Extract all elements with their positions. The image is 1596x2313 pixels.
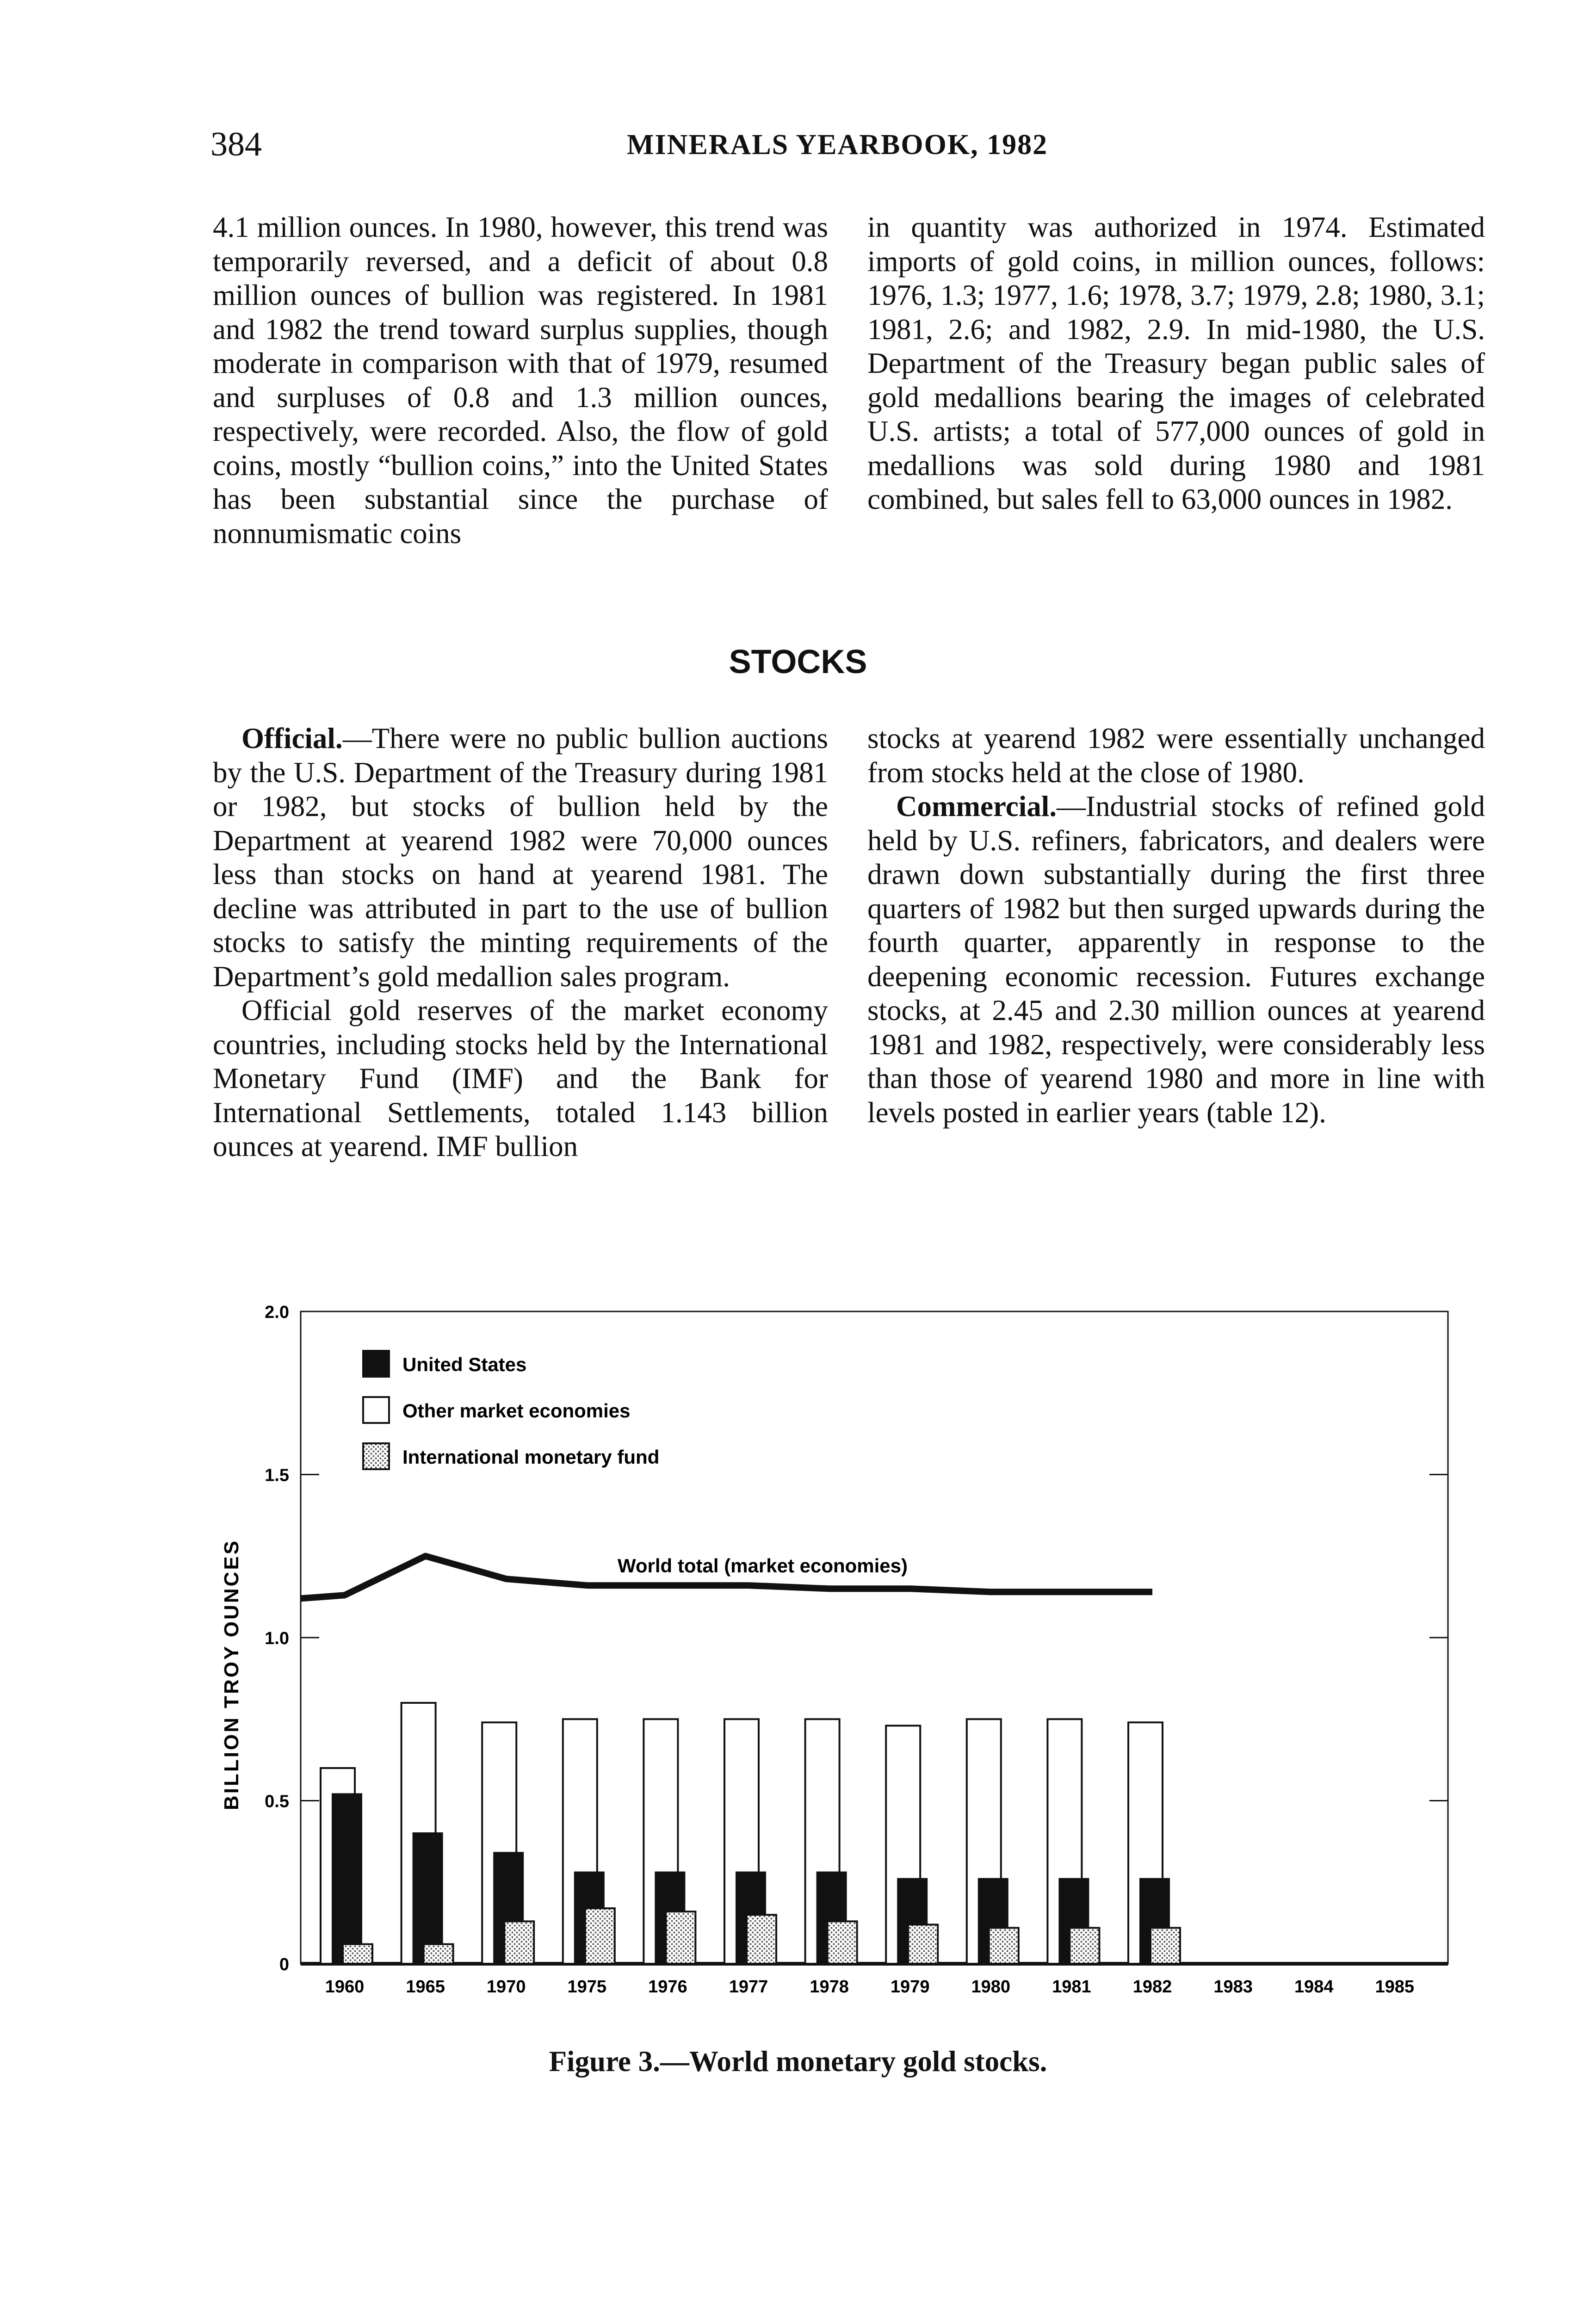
bar-white-1978 — [805, 1719, 840, 1964]
bar-white-1980 — [967, 1719, 1001, 1964]
legend-label: International monetary fund — [402, 1446, 660, 1468]
x-tick-label: 1977 — [729, 1977, 768, 1997]
x-tick-label: 1982 — [1132, 1977, 1172, 1997]
x-tick-label: 1960 — [325, 1977, 365, 1997]
legend-swatch-stipple — [363, 1443, 389, 1469]
x-tick-label: 1976 — [648, 1977, 687, 1997]
commercial-paragraph — [867, 790, 1485, 1130]
bar-stipple-1976 — [666, 1911, 695, 1964]
x-tick-label: 1980 — [971, 1977, 1011, 1997]
y-tick-label: 1.5 — [265, 1466, 289, 1485]
x-tick-label: 1975 — [567, 1977, 607, 1997]
figure-caption: Figure 3.—World monetary gold stocks. — [549, 2045, 1047, 2078]
bar-black-1980 — [979, 1879, 1008, 1964]
official-text: —There were no public bullion auctions by the U.S. Department of the Treasury during 1981 or 1982, but stocks of bullion held by the Department at yearend 1982 were 70,000 ounces less than stocks on hand at yearend 1981. The decline was attributed in part to the use of bullion stocks to satisfy the minting requirements of the Department’s gold medallion sales program. — [213, 722, 828, 993]
x-tick-label: 1970 — [486, 1977, 526, 1997]
top-left-column — [213, 210, 828, 550]
bar-black-1975 — [575, 1873, 604, 1964]
bar-black-1977 — [736, 1873, 765, 1964]
commercial-column — [867, 722, 1485, 1130]
legend-label: Other market economies — [402, 1400, 631, 1422]
bar-white-1979 — [886, 1725, 920, 1964]
y-tick-label: 2.0 — [265, 1303, 289, 1322]
bar-black-1970 — [494, 1853, 523, 1964]
bar-white-1982 — [1128, 1722, 1163, 1964]
bar-stipple-1975 — [585, 1908, 615, 1964]
page-header — [210, 125, 1395, 171]
bar-black-1982 — [1140, 1879, 1169, 1964]
world-total-label: World total (market economies) — [618, 1555, 908, 1577]
stocks-continuation: stocks at yearend 1982 were essentially unchanged from stocks held at the close of 1980. — [867, 722, 1485, 789]
bar-stipple-1965 — [424, 1944, 453, 1964]
bar-white-1960 — [321, 1768, 355, 1964]
y-tick-label: 0.5 — [265, 1792, 289, 1812]
legend-label: United States — [402, 1354, 527, 1375]
bar-stipple-1982 — [1151, 1928, 1180, 1964]
y-tick-label: 0 — [279, 1955, 289, 1974]
bar-stipple-1981 — [1070, 1928, 1099, 1964]
chart-axes — [220, 1303, 1448, 1997]
page-number: 384 — [210, 125, 262, 163]
x-tick-label: 1965 — [406, 1977, 445, 1997]
top-right-column — [867, 210, 1485, 517]
bar-stipple-1979 — [908, 1924, 938, 1964]
legend-swatch-white — [363, 1397, 389, 1423]
official-run-in: Official. — [241, 722, 343, 755]
bar-stipple-1978 — [828, 1921, 857, 1964]
bar-white-1977 — [724, 1719, 759, 1964]
bar-black-1960 — [333, 1794, 361, 1964]
bar-white-1981 — [1047, 1719, 1082, 1964]
chart-total-line — [301, 1555, 1152, 1598]
x-tick-label: 1985 — [1375, 1977, 1415, 1997]
section-heading: STOCKS — [729, 643, 867, 680]
running-title: MINERALS YEARBOOK, 1982 — [627, 129, 1048, 161]
x-tick-label: 1978 — [810, 1977, 849, 1997]
x-tick-label: 1983 — [1213, 1977, 1253, 1997]
y-axis-title: BILLION TROY OUNCES — [220, 1539, 243, 1811]
commercial-text: —Industrial stocks of refined gold held by U.S. refiners, fabricators, and dealers were drawn down substantially during the first three quarters of 1982 but then surged upwards during the fourth quarter, apparently in response to the deepening economic recession. Futures exchange stocks, at 2.45 and 2.30 million ounces at yearend 1981 and 1982, respectively, were considerably less than those of yearend 1980 and more in line with levels posted in earlier years (table 12). — [867, 790, 1485, 1129]
x-tick-label: 1984 — [1294, 1977, 1334, 1997]
top-right-paragraph: in quantity was authorized in 1974. Estimated imports of gold coins, in million ounces, follows: 1976, 1.3; 1977, 1.6; 1978, 3.7; 1979, 2.8; 1980, 3.1; 1981, 2.6; and 1982, 2.9. In mid-1980, the U.S. Department of the Treasury began public sales of gold medallions bearing the images of celebrated U.S. artists; a total of 577,000 ounces of gold in medallions was sold during 1980 and 1981 combined, but sales fell to 63,000 ounces in 1982. — [867, 211, 1485, 515]
plot-frame — [301, 1311, 1448, 1964]
chart-bars — [321, 1703, 1180, 1964]
bar-stipple-1977 — [747, 1915, 776, 1964]
bar-white-1965 — [402, 1703, 436, 1964]
world-total-line — [301, 1556, 1152, 1599]
bar-black-1965 — [414, 1833, 442, 1964]
bar-black-1979 — [898, 1879, 927, 1964]
legend-swatch-black — [363, 1351, 389, 1377]
y-tick-label: 1.0 — [265, 1629, 289, 1648]
bar-black-1978 — [817, 1873, 846, 1964]
chart-frame — [301, 1311, 1448, 1964]
chart-legend — [363, 1351, 659, 1469]
bar-black-1981 — [1059, 1879, 1088, 1964]
x-tick-label: 1981 — [1052, 1977, 1091, 1997]
bar-stipple-1970 — [504, 1921, 534, 1964]
top-left-paragraph: 4.1 million ounces. In 1980, however, this trend was temporarily reversed, and a deficit of about 0.8 million ounces of bullion was registered. In 1981 and 1982 the trend toward surplus supplies, though moderate in comparison with that of 1979, resumed and surpluses of 0.8 and 1.3 million ounces, respectively, were recorded. Also, the flow of gold coins, mostly “bullion coins,” into the United States has been substantial since the purchase of nonnumismatic coins — [213, 211, 828, 550]
official-column — [213, 722, 828, 1164]
bar-white-1976 — [643, 1719, 678, 1964]
x-tick-label: 1979 — [890, 1977, 930, 1997]
bar-white-1970 — [482, 1722, 516, 1964]
commercial-run-in: Commercial. — [896, 790, 1057, 823]
bar-black-1976 — [656, 1873, 684, 1964]
bar-stipple-1980 — [989, 1928, 1019, 1964]
official-paragraph-2: Official gold reserves of the market economy countries, including stocks held by the International Monetary Fund (IMF) and the Bank for International Settlements, totaled 1.143 billion ounces at yearend. IMF bullion — [213, 994, 828, 1163]
official-paragraph — [213, 722, 828, 994]
bar-white-1975 — [563, 1719, 597, 1964]
bar-stipple-1960 — [343, 1944, 372, 1964]
